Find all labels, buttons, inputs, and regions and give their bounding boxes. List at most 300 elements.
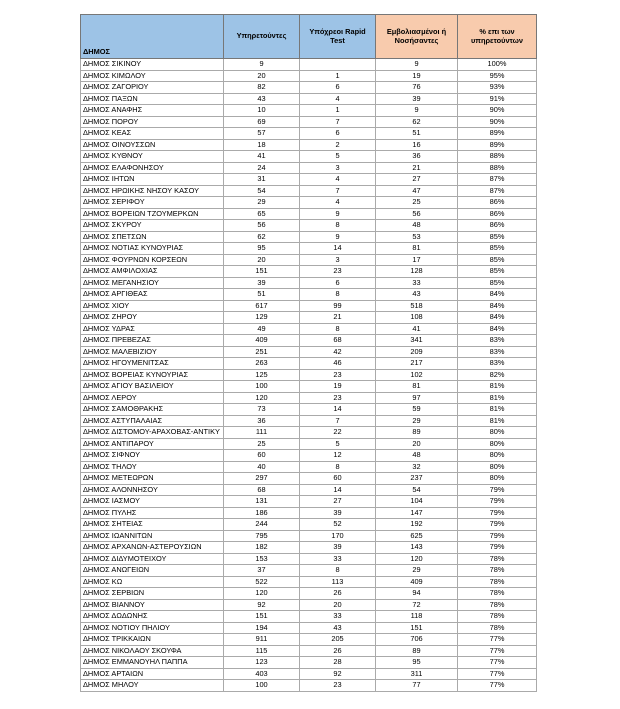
vaccinated-cell: 128 — [376, 266, 458, 278]
table-row — [81, 657, 537, 669]
municipality-cell: ΔΗΜΟΣ ΑΝΤΙΠΑΡΟΥ — [81, 438, 224, 450]
served-cell: 123 — [224, 657, 300, 669]
percent-cell: 89% — [458, 139, 537, 151]
served-cell: 57 — [224, 128, 300, 140]
vaccinated-cell: 76 — [376, 82, 458, 94]
municipality-cell: ΔΗΜΟΣ ΑΓΙΟΥ ΒΑΣΙΛΕΙΟΥ — [81, 381, 224, 393]
vaccinated-cell: 51 — [376, 128, 458, 140]
served-cell: 92 — [224, 599, 300, 611]
served-cell: 297 — [224, 473, 300, 485]
vaccinated-cell: 29 — [376, 415, 458, 427]
served-cell: 37 — [224, 565, 300, 577]
vaccinated-cell: 95 — [376, 657, 458, 669]
municipality-cell: ΔΗΜΟΣ ΚΩ — [81, 576, 224, 588]
municipality-cell: ΔΗΜΟΣ ΣΚΥΡΟΥ — [81, 220, 224, 232]
served-cell: 100 — [224, 381, 300, 393]
rapid-test-cell: 4 — [300, 197, 376, 209]
served-cell: 18 — [224, 139, 300, 151]
table-row — [81, 277, 537, 289]
municipality-cell: ΔΗΜΟΣ ΒΙΑΝΝΟΥ — [81, 599, 224, 611]
table-row — [81, 335, 537, 347]
municipality-cell: ΔΗΜΟΣ ΑΡΧΑΝΩΝ-ΑΣΤΕΡΟΥΣΙΩΝ — [81, 542, 224, 554]
municipality-cell: ΔΗΜΟΣ ΠΑΞΩΝ — [81, 93, 224, 105]
municipality-cell: ΔΗΜΟΣ ΙΑΣΜΟΥ — [81, 496, 224, 508]
municipality-cell: ΔΗΜΟΣ ΝΟΤΙΟΥ ΠΗΛΙΟΥ — [81, 622, 224, 634]
served-cell: 56 — [224, 220, 300, 232]
municipality-cell: ΔΗΜΟΣ ΑΣΤΥΠΑΛΑΙΑΣ — [81, 415, 224, 427]
percent-cell: 80% — [458, 427, 537, 439]
vaccinated-cell: 25 — [376, 197, 458, 209]
served-cell: 31 — [224, 174, 300, 186]
vaccinated-cell: 409 — [376, 576, 458, 588]
table-row — [81, 576, 537, 588]
percent-cell: 80% — [458, 461, 537, 473]
served-cell: 9 — [224, 59, 300, 71]
table-row — [81, 404, 537, 416]
percent-cell: 87% — [458, 185, 537, 197]
percent-cell: 85% — [458, 231, 537, 243]
municipality-cell: ΔΗΜΟΣ ΙΗΤΩΝ — [81, 174, 224, 186]
served-cell: 151 — [224, 266, 300, 278]
percent-cell: 85% — [458, 266, 537, 278]
vaccinated-cell: 151 — [376, 622, 458, 634]
percent-cell: 78% — [458, 622, 537, 634]
rapid-test-cell: 92 — [300, 668, 376, 680]
table-row — [81, 392, 537, 404]
municipality-cell: ΔΗΜΟΣ ΤΡΙΚΚΑΙΩΝ — [81, 634, 224, 646]
served-cell: 49 — [224, 323, 300, 335]
municipality-cell: ΔΗΜΟΣ ΣΗΤΕΙΑΣ — [81, 519, 224, 531]
percent-cell: 91% — [458, 93, 537, 105]
rapid-test-cell: 1 — [300, 70, 376, 82]
served-cell: 911 — [224, 634, 300, 646]
vaccinated-cell: 39 — [376, 93, 458, 105]
percent-cell: 81% — [458, 404, 537, 416]
table-row — [81, 427, 537, 439]
table-row — [81, 59, 537, 71]
municipality-cell: ΔΗΜΟΣ ΚΥΘΝΟΥ — [81, 151, 224, 163]
served-cell: 95 — [224, 243, 300, 255]
rapid-test-cell: 46 — [300, 358, 376, 370]
municipality-cell: ΔΗΜΟΣ ΜΕΤΕΩΡΩΝ — [81, 473, 224, 485]
table-row — [81, 151, 537, 163]
rapid-test-cell: 43 — [300, 622, 376, 634]
percent-cell: 89% — [458, 128, 537, 140]
rapid-test-cell: 39 — [300, 542, 376, 554]
table-body — [81, 59, 537, 692]
municipality-cell: ΔΗΜΟΣ ΗΡΩΙΚΗΣ ΝΗΣΟΥ ΚΑΣΟΥ — [81, 185, 224, 197]
rapid-test-cell: 8 — [300, 323, 376, 335]
municipality-cell: ΔΗΜΟΣ ΝΙΚΟΛΑΟΥ ΣΚΟΥΦΑ — [81, 645, 224, 657]
percent-cell: 77% — [458, 645, 537, 657]
percent-cell: 79% — [458, 484, 537, 496]
vaccinated-cell: 16 — [376, 139, 458, 151]
vaccinated-cell: 41 — [376, 323, 458, 335]
table-row — [81, 93, 537, 105]
percent-cell: 83% — [458, 346, 537, 358]
table-row — [81, 680, 537, 692]
rapid-test-cell: 9 — [300, 208, 376, 220]
municipality-cell: ΔΗΜΟΣ ΦΟΥΡΝΩΝ ΚΟΡΣΕΩΝ — [81, 254, 224, 266]
table-row — [81, 530, 537, 542]
served-cell: 186 — [224, 507, 300, 519]
vaccinated-cell: 89 — [376, 645, 458, 657]
table-row — [81, 174, 537, 186]
vaccinated-cell: 104 — [376, 496, 458, 508]
rapid-test-cell: 8 — [300, 289, 376, 301]
table-row — [81, 588, 537, 600]
vaccinated-cell: 72 — [376, 599, 458, 611]
percent-cell: 82% — [458, 369, 537, 381]
header-percent: % επι των υπηρετούντων — [458, 15, 537, 59]
municipality-cell: ΔΗΜΟΣ ΖΗΡΟΥ — [81, 312, 224, 324]
served-cell: 522 — [224, 576, 300, 588]
rapid-test-cell: 23 — [300, 369, 376, 381]
served-cell: 39 — [224, 277, 300, 289]
table-row — [81, 346, 537, 358]
percent-cell: 79% — [458, 519, 537, 531]
table-row — [81, 542, 537, 554]
rapid-test-cell: 19 — [300, 381, 376, 393]
rapid-test-cell: 33 — [300, 611, 376, 623]
rapid-test-cell: 26 — [300, 645, 376, 657]
served-cell: 43 — [224, 93, 300, 105]
vaccinated-cell: 33 — [376, 277, 458, 289]
table-row — [81, 231, 537, 243]
percent-cell: 79% — [458, 542, 537, 554]
percent-cell: 90% — [458, 116, 537, 128]
rapid-test-cell: 23 — [300, 266, 376, 278]
rapid-test-cell: 28 — [300, 657, 376, 669]
percent-cell: 78% — [458, 576, 537, 588]
municipality-cell: ΔΗΜΟΣ ΜΑΛΕΒΙΖΙΟΥ — [81, 346, 224, 358]
rapid-test-cell: 23 — [300, 392, 376, 404]
municipality-cell: ΔΗΜΟΣ ΑΡΤΑΙΩΝ — [81, 668, 224, 680]
vaccinated-cell: 19 — [376, 70, 458, 82]
table-row — [81, 105, 537, 117]
municipality-cell: ΔΗΜΟΣ ΖΑΓΟΡΙΟΥ — [81, 82, 224, 94]
vaccinated-cell: 94 — [376, 588, 458, 600]
percent-cell: 79% — [458, 507, 537, 519]
municipality-cell: ΔΗΜΟΣ ΗΓΟΥΜΕΝΙΤΣΑΣ — [81, 358, 224, 370]
municipality-cell: ΔΗΜΟΣ ΔΙΣΤΟΜΟΥ-ΑΡΑΧΟΒΑΣ-ΑΝΤΙΚΥ — [81, 427, 224, 439]
municipality-cell: ΔΗΜΟΣ ΔΙΔΥΜΟΤΕΙΧΟΥ — [81, 553, 224, 565]
table-row — [81, 507, 537, 519]
rapid-test-cell: 113 — [300, 576, 376, 588]
rapid-test-cell: 8 — [300, 461, 376, 473]
rapid-test-cell: 6 — [300, 277, 376, 289]
header-vaccinated: Εμβολιασμένοι ή Νοσήσαντες — [376, 15, 458, 59]
percent-cell: 77% — [458, 634, 537, 646]
table-row — [81, 289, 537, 301]
vaccinated-cell: 56 — [376, 208, 458, 220]
municipality-cell: ΔΗΜΟΣ ΣΕΡΙΦΟΥ — [81, 197, 224, 209]
percent-cell: 100% — [458, 59, 537, 71]
served-cell: 60 — [224, 450, 300, 462]
percent-cell: 84% — [458, 300, 537, 312]
vaccinated-cell: 48 — [376, 450, 458, 462]
rapid-test-cell: 52 — [300, 519, 376, 531]
rapid-test-cell: 4 — [300, 174, 376, 186]
served-cell: 10 — [224, 105, 300, 117]
percent-cell: 85% — [458, 243, 537, 255]
municipality-cell: ΔΗΜΟΣ ΚΙΜΩΛΟΥ — [81, 70, 224, 82]
served-cell: 409 — [224, 335, 300, 347]
rapid-test-cell: 7 — [300, 116, 376, 128]
municipality-cell: ΔΗΜΟΣ ΠΥΛΗΣ — [81, 507, 224, 519]
municipality-cell: ΔΗΜΟΣ ΣΙΦΝΟΥ — [81, 450, 224, 462]
percent-cell: 77% — [458, 680, 537, 692]
rapid-test-cell: 3 — [300, 254, 376, 266]
table-row — [81, 519, 537, 531]
percent-cell: 88% — [458, 162, 537, 174]
table-row — [81, 82, 537, 94]
vaccinated-cell: 120 — [376, 553, 458, 565]
vaccinated-cell: 118 — [376, 611, 458, 623]
table-row — [81, 461, 537, 473]
vaccinated-cell: 9 — [376, 105, 458, 117]
municipality-cell: ΔΗΜΟΣ ΑΜΦΙΛΟΧΙΑΣ — [81, 266, 224, 278]
vaccinated-cell: 143 — [376, 542, 458, 554]
served-cell: 403 — [224, 668, 300, 680]
vaccinated-cell: 217 — [376, 358, 458, 370]
vaccinated-cell: 311 — [376, 668, 458, 680]
vaccinated-cell: 341 — [376, 335, 458, 347]
served-cell: 41 — [224, 151, 300, 163]
vaccinated-cell: 32 — [376, 461, 458, 473]
table-row — [81, 611, 537, 623]
percent-cell: 95% — [458, 70, 537, 82]
municipality-cell: ΔΗΜΟΣ ΥΔΡΑΣ — [81, 323, 224, 335]
vaccinated-cell: 192 — [376, 519, 458, 531]
served-cell: 54 — [224, 185, 300, 197]
table-row — [81, 565, 537, 577]
percent-cell: 85% — [458, 277, 537, 289]
table-row — [81, 496, 537, 508]
table-row — [81, 634, 537, 646]
table-row — [81, 162, 537, 174]
table-row — [81, 185, 537, 197]
vaccinated-cell: 209 — [376, 346, 458, 358]
served-cell: 115 — [224, 645, 300, 657]
header-served: Υπηρετούντες — [224, 15, 300, 59]
rapid-test-cell: 8 — [300, 565, 376, 577]
served-cell: 20 — [224, 254, 300, 266]
table-row — [81, 381, 537, 393]
municipality-cell: ΔΗΜΟΣ ΣΠΕΤΣΩΝ — [81, 231, 224, 243]
table-row — [81, 323, 537, 335]
municipality-cell: ΔΗΜΟΣ ΕΛΑΦΟΝΗΣΟΥ — [81, 162, 224, 174]
percent-cell: 80% — [458, 450, 537, 462]
rapid-test-cell: 170 — [300, 530, 376, 542]
municipality-cell: ΔΗΜΟΣ ΔΩΔΩΝΗΣ — [81, 611, 224, 623]
table-row — [81, 243, 537, 255]
rapid-test-cell: 7 — [300, 185, 376, 197]
served-cell: 120 — [224, 392, 300, 404]
rapid-test-cell: 6 — [300, 128, 376, 140]
percent-cell: 78% — [458, 599, 537, 611]
table-row — [81, 300, 537, 312]
vaccinated-cell: 102 — [376, 369, 458, 381]
served-cell: 151 — [224, 611, 300, 623]
percent-cell: 84% — [458, 289, 537, 301]
rapid-test-cell: 39 — [300, 507, 376, 519]
percent-cell: 78% — [458, 588, 537, 600]
table-row — [81, 208, 537, 220]
rapid-test-cell: 7 — [300, 415, 376, 427]
rapid-test-cell: 1 — [300, 105, 376, 117]
served-cell: 36 — [224, 415, 300, 427]
vaccinated-cell: 518 — [376, 300, 458, 312]
served-cell: 65 — [224, 208, 300, 220]
served-cell: 251 — [224, 346, 300, 358]
served-cell: 617 — [224, 300, 300, 312]
municipality-cell: ΔΗΜΟΣ ΑΛΟΝΝΗΣΟΥ — [81, 484, 224, 496]
percent-cell: 83% — [458, 335, 537, 347]
table-row — [81, 645, 537, 657]
percent-cell: 80% — [458, 473, 537, 485]
municipality-cell: ΔΗΜΟΣ ΙΩΑΝΝΙΤΩΝ — [81, 530, 224, 542]
table-row — [81, 415, 537, 427]
vaccinated-cell: 77 — [376, 680, 458, 692]
served-cell: 73 — [224, 404, 300, 416]
percent-cell: 80% — [458, 438, 537, 450]
rapid-test-cell: 23 — [300, 680, 376, 692]
table-row — [81, 438, 537, 450]
rapid-test-cell: 99 — [300, 300, 376, 312]
vaccinated-cell: 89 — [376, 427, 458, 439]
municipality-cell: ΔΗΜΟΣ ΧΙΟΥ — [81, 300, 224, 312]
percent-cell: 84% — [458, 312, 537, 324]
rapid-test-cell: 21 — [300, 312, 376, 324]
percent-cell: 79% — [458, 496, 537, 508]
table-row — [81, 599, 537, 611]
table-row — [81, 139, 537, 151]
rapid-test-cell: 3 — [300, 162, 376, 174]
served-cell: 131 — [224, 496, 300, 508]
vaccinated-cell: 54 — [376, 484, 458, 496]
table-row — [81, 70, 537, 82]
percent-cell: 83% — [458, 358, 537, 370]
vaccinated-cell: 27 — [376, 174, 458, 186]
table-row — [81, 622, 537, 634]
vaccinated-cell: 81 — [376, 381, 458, 393]
table-row — [81, 473, 537, 485]
percent-cell: 78% — [458, 553, 537, 565]
municipality-cell: ΔΗΜΟΣ ΜΗΛΟΥ — [81, 680, 224, 692]
table-row — [81, 668, 537, 680]
rapid-test-cell: 22 — [300, 427, 376, 439]
rapid-test-cell: 14 — [300, 404, 376, 416]
table-row — [81, 369, 537, 381]
served-cell: 795 — [224, 530, 300, 542]
rapid-test-cell: 60 — [300, 473, 376, 485]
percent-cell: 81% — [458, 392, 537, 404]
rapid-test-cell: 205 — [300, 634, 376, 646]
rapid-test-cell: 27 — [300, 496, 376, 508]
rapid-test-cell: 5 — [300, 151, 376, 163]
municipality-cell: ΔΗΜΟΣ ΣΙΚΙΝΟΥ — [81, 59, 224, 71]
table-row — [81, 266, 537, 278]
percent-cell: 85% — [458, 254, 537, 266]
served-cell: 24 — [224, 162, 300, 174]
municipality-cell: ΔΗΜΟΣ ΑΝΩΓΕΙΩΝ — [81, 565, 224, 577]
rapid-test-cell: 20 — [300, 599, 376, 611]
percent-cell: 79% — [458, 530, 537, 542]
percent-cell: 84% — [458, 323, 537, 335]
served-cell: 68 — [224, 484, 300, 496]
municipality-cell: ΔΗΜΟΣ ΝΟΤΙΑΣ ΚΥΝΟΥΡΙΑΣ — [81, 243, 224, 255]
served-cell: 82 — [224, 82, 300, 94]
rapid-test-cell: 8 — [300, 220, 376, 232]
rapid-test-cell: 9 — [300, 231, 376, 243]
rapid-test-cell: 5 — [300, 438, 376, 450]
vaccinated-cell: 48 — [376, 220, 458, 232]
vaccinated-cell: 43 — [376, 289, 458, 301]
table-row — [81, 116, 537, 128]
vaccinated-cell: 53 — [376, 231, 458, 243]
vaccinated-cell: 21 — [376, 162, 458, 174]
percent-cell: 86% — [458, 208, 537, 220]
table-row — [81, 197, 537, 209]
vaccinated-cell: 59 — [376, 404, 458, 416]
served-cell: 194 — [224, 622, 300, 634]
vaccinated-cell: 625 — [376, 530, 458, 542]
served-cell: 20 — [224, 70, 300, 82]
vaccinated-cell: 36 — [376, 151, 458, 163]
vaccinated-cell: 20 — [376, 438, 458, 450]
municipality-cell: ΔΗΜΟΣ ΣΕΡΒΙΩΝ — [81, 588, 224, 600]
municipality-cell: ΔΗΜΟΣ ΠΡΕΒΕΖΑΣ — [81, 335, 224, 347]
rapid-test-cell: 14 — [300, 484, 376, 496]
percent-cell: 81% — [458, 415, 537, 427]
rapid-test-cell: 2 — [300, 139, 376, 151]
vaccinated-cell: 237 — [376, 473, 458, 485]
municipality-cell: ΔΗΜΟΣ ΣΑΜΟΘΡΑΚΗΣ — [81, 404, 224, 416]
served-cell: 29 — [224, 197, 300, 209]
vaccinated-cell: 81 — [376, 243, 458, 255]
municipality-cell: ΔΗΜΟΣ ΟΙΝΟΥΣΣΩΝ — [81, 139, 224, 151]
header-rapid-test: Υπόχρεοι Rapid Test — [300, 15, 376, 59]
table-row — [81, 484, 537, 496]
header-row — [81, 15, 537, 59]
percent-cell: 77% — [458, 668, 537, 680]
table-row — [81, 220, 537, 232]
rapid-test-cell: 14 — [300, 243, 376, 255]
percent-cell: 81% — [458, 381, 537, 393]
vaccinated-cell: 62 — [376, 116, 458, 128]
rapid-test-cell: 33 — [300, 553, 376, 565]
vaccinated-cell: 706 — [376, 634, 458, 646]
rapid-test-cell: 4 — [300, 93, 376, 105]
table-row — [81, 128, 537, 140]
vaccinated-cell: 9 — [376, 59, 458, 71]
municipality-cell: ΔΗΜΟΣ ΜΕΓΑΝΗΣΙΟΥ — [81, 277, 224, 289]
municipality-cell: ΔΗΜΟΣ ΤΗΛΟΥ — [81, 461, 224, 473]
municipality-cell: ΔΗΜΟΣ ΛΕΡΟΥ — [81, 392, 224, 404]
rapid-test-cell: 42 — [300, 346, 376, 358]
table-row — [81, 450, 537, 462]
rapid-test-cell: 12 — [300, 450, 376, 462]
percent-cell: 77% — [458, 657, 537, 669]
served-cell: 111 — [224, 427, 300, 439]
table-row — [81, 553, 537, 565]
header-municipality: ΔΗΜΟΣ — [81, 15, 224, 59]
table-row — [81, 312, 537, 324]
percent-cell: 88% — [458, 151, 537, 163]
municipality-cell: ΔΗΜΟΣ ΒΟΡΕΙΩΝ ΤΖΟΥΜΕΡΚΩΝ — [81, 208, 224, 220]
served-cell: 263 — [224, 358, 300, 370]
